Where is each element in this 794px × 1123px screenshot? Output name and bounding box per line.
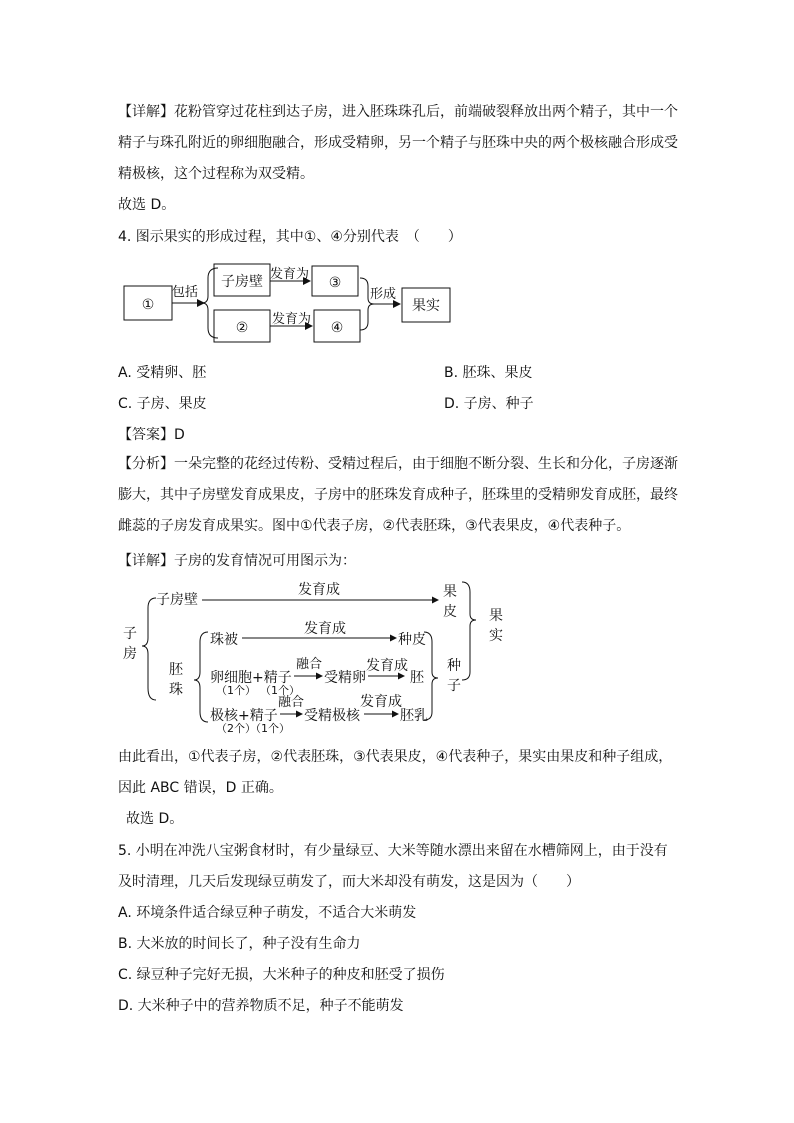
integument-label: 珠被 [210,632,238,648]
q5-option-d: D. 大米种子中的营养物质不足，种子不能萌发 [118,998,404,1014]
count-egg: （1个） [216,684,256,697]
seed-brace [424,632,438,720]
zygote-label: 受精卵 [324,670,366,686]
left-brace [202,268,218,338]
endosperm-label: 胚乳 [400,708,428,724]
ovary-char-2: 房 [123,646,137,662]
q4-detail-prefix: 【详解】 [118,553,174,569]
q4-analysis-paragraph [118,449,678,542]
fuse-label-2: 融合 [278,695,305,710]
count-polar: （2个） [216,722,256,735]
count-sperm-2: （1个） [250,722,290,735]
form-label: 形成 [370,287,397,302]
develop-label-1: 发育为 [270,267,310,282]
q3-choice: 故选 D。 [118,197,176,213]
q4-choice: 故选 D。 [126,811,184,827]
ovary-development-tree [118,576,518,736]
right-brace [360,278,374,330]
embryo-label: 胚 [410,670,424,686]
q3-detail-text: 花粉管穿过花柱到达子房，进入胚珠珠孔后，前端破裂释放出两个精子，其中一个精子与珠孔附近的卵细胞融合，形成受精卵，另一个精子与胚珠中央的两个极核融合形成受精极核，这个过程称为双受精。 [118,104,678,182]
q5-option-b: B. 大米放的时间长了，种子没有生命力 [118,936,361,952]
q5-stem: 5. 小明在冲洗八宝粥食材时，有少量绿豆、大米等随水漂出来留在水槽筛网上，由于没有及时清理，几天后发现绿豆萌发了，而大米却没有萌发，这是因为（ ） [118,843,668,890]
box-4-label: ④ [330,320,344,336]
fert-polar-label: 受精极核 [304,708,360,724]
q3-detail-prefix: 【详解】 [118,104,174,120]
q4-option-a: A. 受精卵、胚 [118,365,207,381]
q4-option-b: B. 胚珠、果皮 [444,365,533,381]
q4-detail [118,550,356,572]
fruit-brace [462,582,476,680]
count-sperm-1: （1个） [260,684,300,697]
ovary-wall-label: 子房壁 [221,274,263,290]
tree-ovary-wall: 子房壁 [156,592,198,608]
peel-char-2: 皮 [443,604,457,620]
seed-coat-label: 种皮 [398,632,426,648]
q4-conclusion: 由此看出，①代表子房，②代表胚珠，③代表果皮，④代表种子，果实由果皮和种子组成，因此 ABC 错误，D 正确。 [118,749,673,796]
q4-analysis-text: 一朵完整的花经过传粉、受精过程后，由于细胞不断分裂、生长和分化，子房逐渐膨大，其中子房壁发育成果皮，子房中的胚珠发育成种子，胚珠里的受精卵发育成胚，最终雌蕊的子房发育成果实。图中①代表子房，②代表胚珠，③代表果皮，④代表种子。 [118,456,678,534]
q3-detail-paragraph [118,97,678,190]
polar-sperm-label: 极核+精子 [210,708,278,724]
ovary-brace [142,598,156,700]
q4-analysis-prefix: 【分析】 [118,456,174,472]
include-label: 包括 [172,285,199,300]
ovary-char-1: 子 [123,626,137,642]
seed-char-1: 种 [447,658,461,674]
seed-char-2: 子 [447,678,461,694]
develop-label-2: 发育为 [272,312,312,327]
develop-e-label: 发育成 [366,658,408,674]
q4-stem: 4. 图示果实的形成过程，其中①、④分别代表 （ ） [118,229,462,245]
box-2-label: ② [235,320,249,336]
fruit-char-2: 实 [489,628,503,644]
egg-sperm-label: 卵细胞+精子 [210,670,292,686]
box-1-label: ① [141,297,155,313]
q4-flow-diagram [118,258,458,350]
q4-option-c: C. 子房、果皮 [118,396,207,412]
fuse-label-1: 融合 [296,657,323,672]
fruit-label: 果实 [412,298,440,314]
q5-option-a: A. 环境条件适合绿豆种子萌发，不适合大米萌发 [118,905,417,921]
q4-option-d: D. 子房、种子 [444,396,534,412]
ovule-brace [194,632,208,722]
ovule-char-2: 珠 [169,682,183,698]
ovule-char-1: 胚 [169,662,183,678]
q4-answer: 【答案】D [118,427,185,443]
develop-top-label: 发育成 [298,582,340,598]
box-3-label: ③ [328,275,342,291]
peel-char-1: 果 [443,584,457,600]
develop-mid-label: 发育成 [304,621,346,637]
develop-f-label: 发育成 [360,694,402,710]
q4-detail-text: 子房的发育情况可用图示为： [174,553,356,569]
q5-option-c: C. 绿豆种子完好无损，大米种子的种皮和胚受了损伤 [118,967,445,983]
fruit-char-1: 果 [489,608,503,624]
